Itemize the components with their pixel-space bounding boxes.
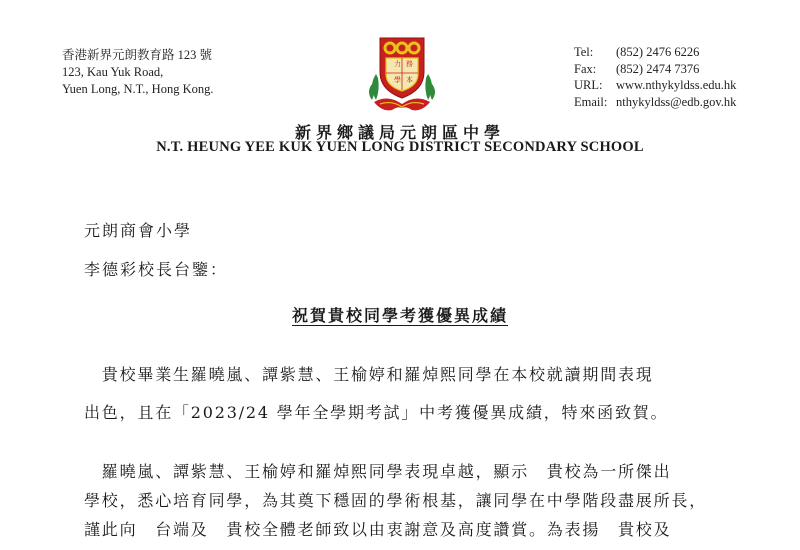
address-line-2: Yuen Long, N.T., Hong Kong. bbox=[62, 82, 214, 96]
school-name-chinese: 新界鄉議局元朗區中學 bbox=[294, 123, 505, 142]
paragraph-2-line-3: 謹此向 台端及 貴校全體老師致以由衷謝意及高度讚賞。為表揚 貴校及 bbox=[84, 520, 672, 539]
contact-value: (852) 2476 6226 bbox=[616, 45, 700, 59]
contact-tel bbox=[574, 44, 736, 61]
contact-value: www.nthykyldss.edu.hk bbox=[616, 78, 737, 92]
contact-fax bbox=[574, 61, 736, 78]
recipient-principal: 李德彩校長台鑒： bbox=[84, 260, 229, 279]
school-contact-info bbox=[574, 44, 736, 110]
contact-email bbox=[574, 94, 736, 111]
school-crest-logo bbox=[366, 34, 438, 116]
crest-char-2: 務 bbox=[406, 60, 413, 68]
paragraph-2-line-1: 羅曉嵐、譚紫慧、王榆婷和羅焯熙同學表現卓越，顯示 貴校為一所傑出 bbox=[84, 462, 672, 481]
address-line-cn: 香港新界元朗教育路 123 號 bbox=[62, 48, 213, 62]
school-name-english: N.T. HEUNG YEE KUK YUEN LONG DISTRICT SECONDARY SCHOOL bbox=[156, 139, 644, 155]
contact-label: Email: bbox=[574, 94, 608, 109]
paragraph-2-line-2: 學校，悉心培育同學，為其奠下穩固的學術根基，讓同學在中學階段盡展所長， bbox=[84, 491, 708, 510]
contact-label: URL: bbox=[574, 78, 603, 92]
letter-title-text: 祝賀貴校同學考獲優異成績 bbox=[291, 306, 508, 325]
crest-char-4: 本 bbox=[406, 76, 413, 84]
contact-value: (852) 2474 7376 bbox=[616, 61, 700, 76]
letter-title bbox=[0, 303, 800, 326]
recipient-school: 元朗商會小學 bbox=[84, 221, 193, 240]
contact-value: nthykyldss@edb.gov.hk bbox=[616, 94, 737, 109]
address-line-1: 123, Kau Yuk Road, bbox=[62, 65, 164, 79]
contact-label: Tel: bbox=[574, 45, 594, 59]
contact-label: Fax: bbox=[574, 61, 597, 76]
paragraph-1-line-2: 出色，且在「2023/24 學年全學期考試」中考獲優異成績，特來函致賀。 bbox=[84, 403, 669, 422]
school-address bbox=[62, 47, 214, 98]
paragraph-1-line-1: 貴校畢業生羅曉嵐、譚紫慧、王榆婷和羅焯熙同學在本校就讀期間表現 bbox=[84, 365, 654, 384]
crest-char-1: 力 bbox=[394, 60, 401, 68]
contact-url bbox=[574, 77, 736, 94]
crest-char-3: 學 bbox=[394, 76, 401, 84]
